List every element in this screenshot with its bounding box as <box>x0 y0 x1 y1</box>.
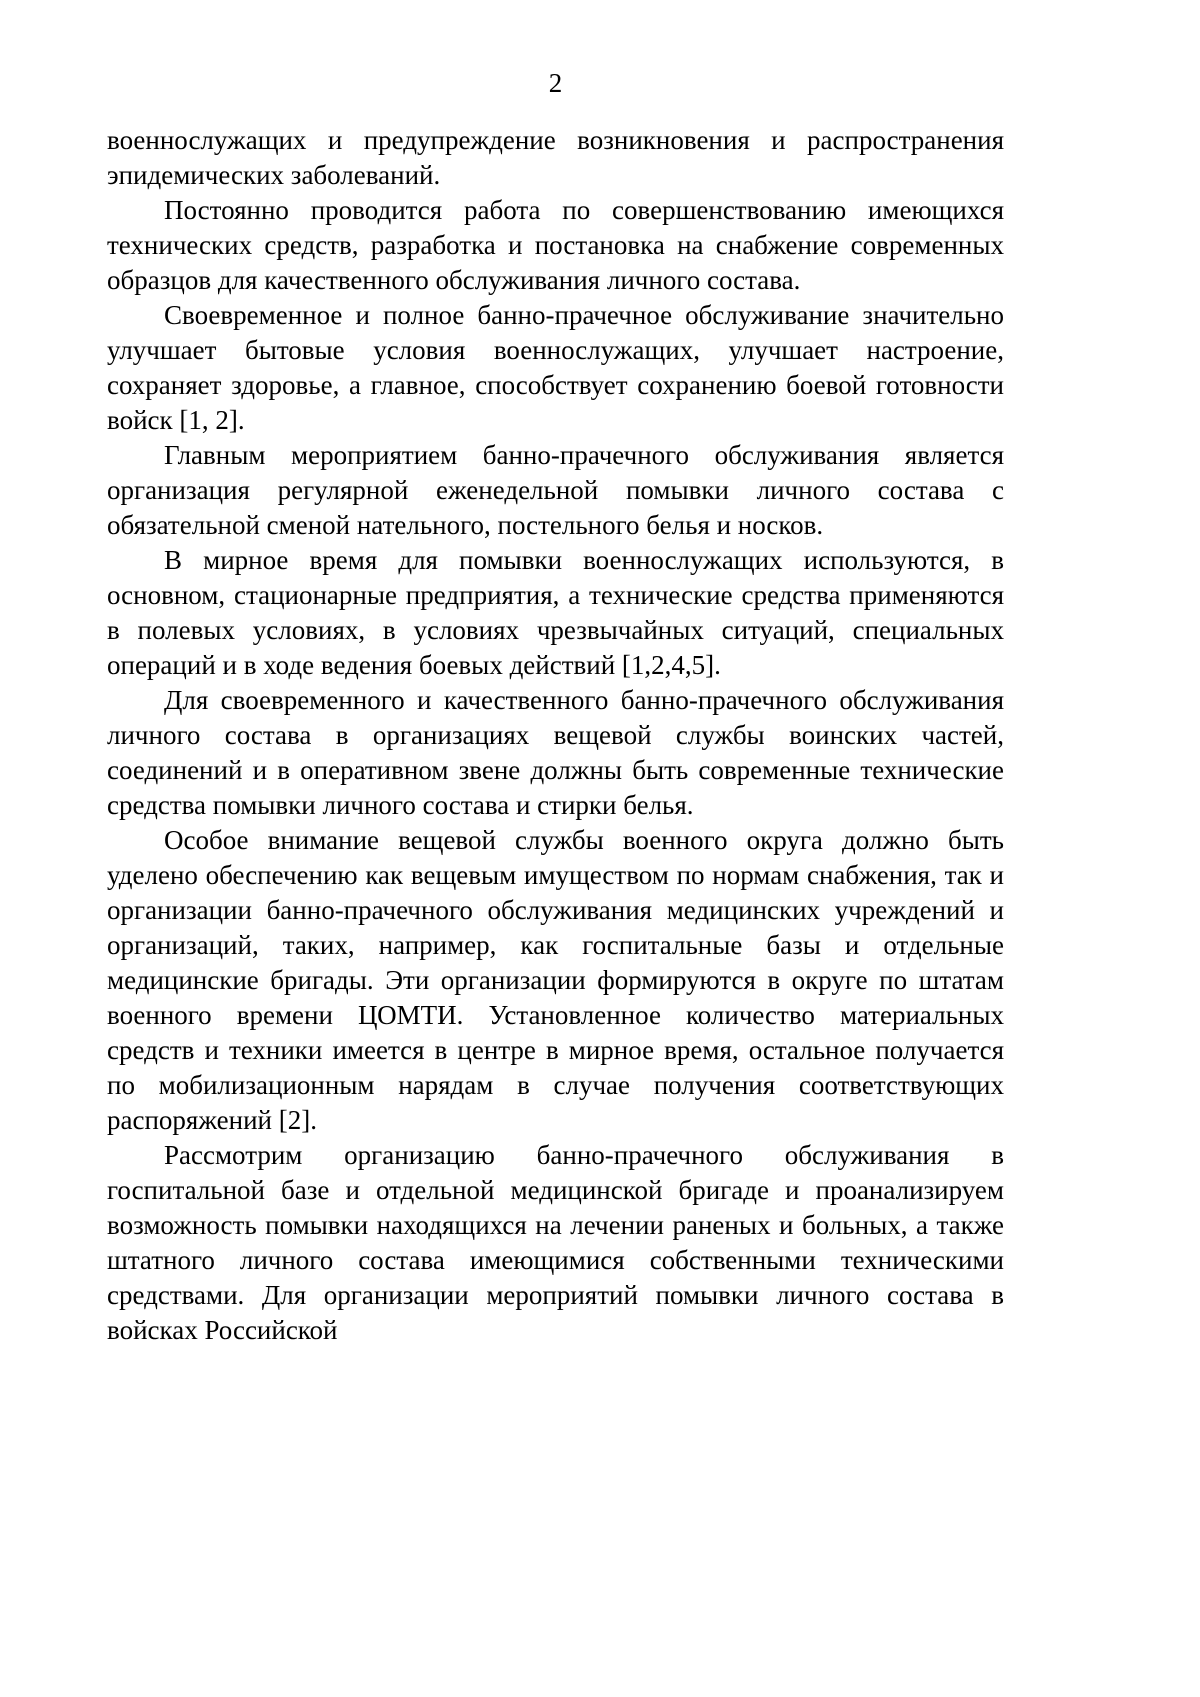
paragraph: Своевременное и полное банно-прачечное обслуживание значительно улучшает бытовые условия военнослужащих, улучшает настроение, сохраняет здоровье, а главное, способствует сохранению боевой готовности войск [1, 2]. <box>107 300 1004 435</box>
paragraph: Рассмотрим организацию банно-прачечного обслуживания в госпитальной базе и отдельной медицинской бригаде и проанализируем возможность помывки находящихся на лечении раненых и больных, а также штатного личного состава имеющимися собственными техническими средствами. Для организации мероприятий помывки личного состава в войсках Российской <box>107 1140 1004 1345</box>
page-number: 2 <box>548 68 563 98</box>
paragraph: Постоянно проводится работа по совершенствованию имеющихся технических средств, разработка и постановка на снабжение современных образцов для качественного обслуживания личного состава. <box>107 195 1004 295</box>
paragraph: Для своевременного и качественного банно-прачечного обслуживания личного состава в организациях вещевой службы воинских частей, соединений и в оперативном звене должны быть современные технические средства помывки личного состава и стирки белья. <box>107 685 1004 820</box>
paragraph: военнослужащих и предупреждение возникновения и распространения эпидемических заболеваний. <box>107 125 1004 190</box>
document-body <box>107 123 1004 1348</box>
paragraph: Главным мероприятием банно-прачечного обслуживания является организация регулярной еженедельной помывки личного состава с обязательной сменой нательного, постельного белья и носков. <box>107 440 1004 540</box>
paragraph: Особое внимание вещевой службы военного округа должно быть уделено обеспечению как вещевым имуществом по нормам снабжения, так и организации банно-прачечного обслуживания медицинских учреждений и организаций, таких, например, как госпитальные базы и отдельные медицинские бригады. Эти организации формируются в округе по штатам военного времени ЦОМТИ. Установленное количество материальных средств и техники имеется в центре в мирное время, остальное получается по мобилизационным нарядам в случае получения соответствующих распоряжений [2]. <box>107 825 1004 1135</box>
paragraph: В мирное время для помывки военнослужащих используются, в основном, стационарные предприятия, а технические средства применяются в полевых условиях, в условиях чрезвычайных ситуаций, специальных операций и в ходе ведения боевых действий [1,2,4,5]. <box>107 545 1004 680</box>
